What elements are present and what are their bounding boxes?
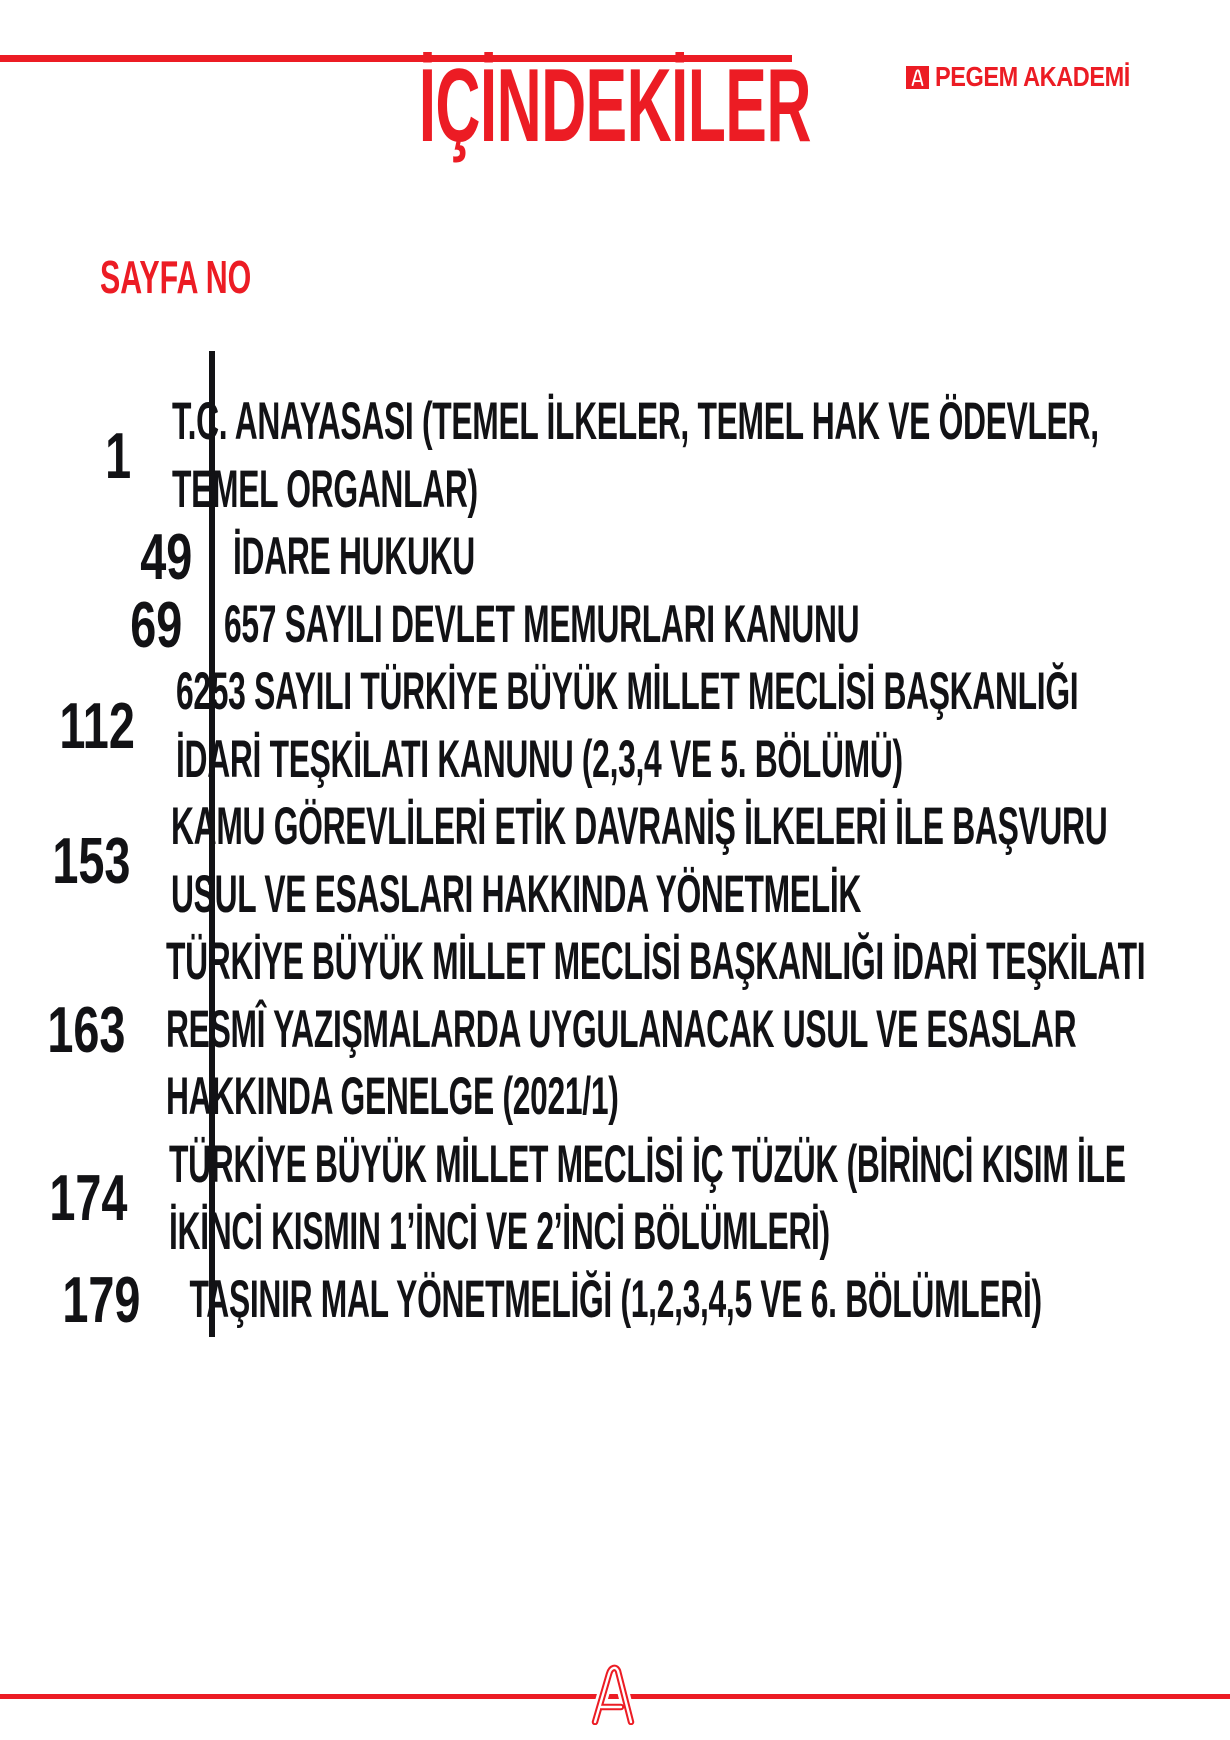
toc-page-number: 163 [47, 992, 126, 1066]
toc-entry-title: 657 SAYILI DEVLET MEMURLARI KANUNU [223, 594, 859, 654]
toc-entry [0, 1262, 1230, 1336]
toc-entry-title: T.C. ANAYASASI (TEMEL İLKELER, TEMEL HAK VE ÖDEVLER, TEMEL ORGANLAR) [172, 392, 1100, 519]
page-title: İÇİNDEKİLER [418, 48, 812, 164]
toc-entry-title: TÜRKİYE BÜYÜK MİLLET MECLİSİ BAŞKANLIĞI İDARİ TEŞKİLATI RESMÎ YAZIŞMALARDA UYGULANACAK USUL VE ESASLAR HAKKINDA GENELGE (2021/1) [166, 932, 1146, 1126]
toc-entry-title: KAMU GÖREVLİLERİ ETİK DAVRANİŞ İLKELERİ İLE BAŞVURU USUL VE ESASLARI HAKKINDA YÖNETMELİK [171, 797, 1108, 924]
toc-entry [0, 793, 1230, 928]
toc-page-number: 153 [52, 823, 131, 897]
toc-page-number: 49 [139, 520, 192, 593]
toc-page-number: 1 [105, 418, 132, 492]
pegem-a-icon [906, 66, 929, 89]
toc-entry [0, 928, 1230, 1131]
toc-entry-title: TAŞINIR MAL YÖNETMELİĞİ (1,2,3,4,5 VE 6. BÖLÜMLERİ) [181, 1269, 1043, 1329]
brand-name: PEGEM AKADEMİ [935, 61, 1130, 92]
toc-list [0, 388, 1230, 1336]
toc-entry [0, 520, 1230, 593]
toc-page-number: 69 [130, 587, 183, 661]
toc-page-number: 179 [62, 1262, 141, 1336]
page-number-column-header: SAYFA NO [100, 251, 252, 303]
toc-page-number: 112 [59, 688, 135, 762]
toc-entry [0, 658, 1230, 793]
toc-page-number: 174 [49, 1161, 128, 1235]
toc-entry-title: TÜRKİYE BÜYÜK MİLLET MECLİSİ İÇ TÜZÜK (BİRİNCİ KISIM İLE İKİNCİ KISMIN 1’İNCİ VE 2’İNCİ BÖLÜMLERİ) [168, 1134, 1126, 1261]
pegem-a-icon [590, 1663, 636, 1725]
toc-entry-title: 6253 SAYILI TÜRKİYE BÜYÜK MİLLET MECLİSİ BAŞKANLIĞI İDARİ TEŞKİLATI KANUNU (2,3,4 VE 5. BÖLÜMÜ) [175, 662, 1078, 789]
brand-logo [906, 63, 1167, 91]
toc-entry [0, 1131, 1230, 1266]
toc-entry [0, 587, 1230, 661]
toc-entry-title: İDARE HUKUKU [233, 527, 475, 586]
toc-entry [0, 388, 1230, 523]
